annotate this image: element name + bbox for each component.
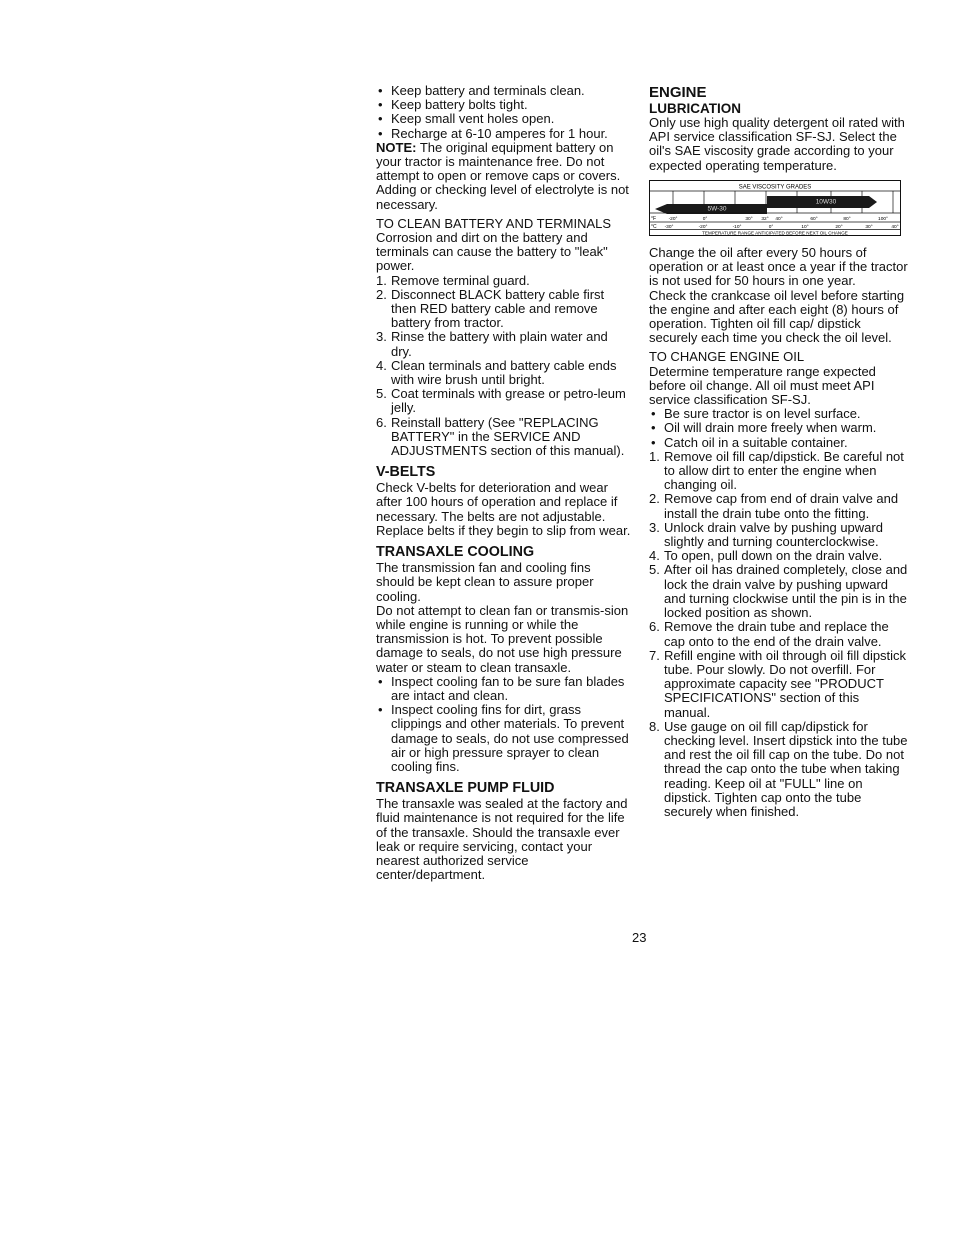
change-oil-prep-list (649, 407, 908, 450)
note-text: The original equipment battery on your tractor is maintenance free. Do not attempt to open or remove caps or covers. Adding or checking level of electrolyte is not necessary. (376, 139, 629, 212)
battery-note (376, 141, 632, 212)
tick-label: 80° (843, 216, 851, 222)
note-label: NOTE: (376, 139, 417, 155)
left-column (376, 84, 632, 882)
list-item: • Inspect cooling fins for dirt, grass clippings and other materials. To prevent damage to seals, do not use compressed air or high pressure sprayer to clean cooling fins. (376, 703, 632, 774)
oil-level-check: Check the crankcase oil level before starting the engine and after each eight (8) hours of operation. Tighten oil fill cap/ dipstick securely each time you check the oil level. (649, 287, 905, 346)
list-item: • Oil will drain more freely when warm. (649, 421, 908, 435)
viscosity-chart (649, 180, 908, 239)
tick-label: -20° (668, 216, 678, 222)
chart-title: SAE VISCOSITY GRADES (738, 184, 812, 191)
list-item: 7. Refill engine with oil through oil fill dipstick tube. Pour slowly. Do not overfill. For approximate capacity see "PRODUCT SPECIFICATIONS" section of this manual. (649, 647, 907, 720)
lubrication-heading: LUBRICATION (649, 101, 741, 116)
tick-label: 40° (891, 224, 899, 230)
clean-battery-heading: TO CLEAN BATTERY AND TERMINALS (376, 215, 612, 231)
list-item: • Keep small vent holes open. (376, 112, 632, 126)
tick-label: -30° (664, 224, 674, 230)
list-item: 1. Remove oil fill cap/dipstick. Be careful not to allow dirt to enter the engine when changing oil. (649, 448, 904, 493)
tick-label: -10° (732, 224, 742, 230)
transaxle-cooling-list (376, 675, 632, 774)
transaxle-cooling-warning: Do not attempt to clean fan or transmis-sion while engine is running or while the transmission is hot. To prevent possible damage to seals, do not use high pressure water or steam to clean transaxle. (376, 602, 629, 675)
transaxle-pump-fluid-heading: TRANSAXLE PUMP FLUID (376, 780, 555, 797)
c-unit: °C (651, 223, 657, 230)
viscosity-chart-graphic (649, 180, 901, 236)
list-item: 8. Use gauge on oil fill cap/dipstick for checking level. Insert dipstick into the tube and rest the oil fill cap on the tube. Do not thread the cap onto the tube when taking reading. Keep oil at "FULL" line on dipstick. Tighten cap onto the tube securely when finished. (649, 718, 908, 819)
label-10w30: 10W30 (815, 198, 837, 206)
tick-label: 32° (761, 216, 769, 222)
vbelts-heading: V-BELTS (376, 464, 436, 481)
list-item: 3. Unlock drain valve by pushing upward slightly and turning counterclockwise. (649, 519, 883, 550)
list-item: • Inspect cooling fan to be sure fan blades are intact and clean. (376, 675, 632, 703)
transaxle-pump-fluid-text: The transaxle was sealed at the factory and fluid maintenance is not required for the life of the transaxle. Should the transaxle ever leak or require servicing, contact your nearest authorized service center/department. (376, 796, 628, 883)
list-item: 5. After oil has drained completely, close and lock the drain valve by pushing upward and turning clockwise until the pin is in the locked position as shown. (649, 562, 908, 621)
tick-label: -20° (698, 224, 708, 230)
change-oil-heading: TO CHANGE ENGINE OIL (649, 349, 805, 365)
battery-care-list (376, 84, 632, 141)
oil-change-interval: Change the oil after every 50 hours of operation or at least once a year if the tractor is not used for 50 hours in one year. (649, 245, 908, 289)
clean-battery-steps (376, 274, 632, 459)
list-item: • Recharge at 6-10 amperes for 1 hour. (376, 127, 632, 141)
tick-label: 30° (865, 224, 873, 230)
page-number: 23 (632, 930, 647, 945)
f-unit: °F (651, 215, 657, 222)
tick-label: 0° (702, 216, 708, 222)
list-item: 6. Reinstall battery (See "REPLACING BATTERY" in the SERVICE AND ADJUSTMENTS section of this manual). (376, 414, 625, 459)
chart-footer: TEMPERATURE RANGE ANTICIPATED BEFORE NEXT OIL CHANGE (702, 230, 848, 236)
change-oil-steps (649, 450, 908, 819)
clean-battery-intro: Corrosion and dirt on the battery and terminals can cause the battery to "leak" power. (376, 230, 608, 274)
change-oil-intro: Determine temperature range expected before oil change. All oil must meet API service classification SF-SJ. (649, 363, 876, 408)
right-column (649, 84, 908, 819)
transaxle-cooling-heading: TRANSAXLE COOLING (376, 544, 535, 561)
tick-label: 0° (768, 224, 774, 230)
tick-label: 60° (810, 216, 818, 222)
lubrication-text: Only use high quality detergent oil rated with API service classification SF-SJ. Select the oil's SAE viscosity grade according to your expected operating temperature. (649, 115, 905, 173)
list-item: 3. Rinse the battery with plain water and dry. (376, 329, 608, 359)
list-item: 5. Coat terminals with grease or petro-leum jelly. (376, 386, 626, 416)
list-item: • Catch oil in a suitable container. (649, 436, 908, 450)
tick-label: 10° (801, 224, 809, 230)
tick-label: 20° (835, 224, 843, 230)
list-item: 6. Remove the drain tube and replace the cap onto to the end of the drain valve. (649, 619, 889, 649)
transaxle-cooling-text: The transmission fan and cooling fins should be kept clean to assure proper cooling. (376, 560, 594, 604)
tick-label: 100° (878, 216, 888, 222)
engine-heading: ENGINE (649, 84, 707, 101)
list-item: 2. Remove cap from end of drain valve and install the drain tube onto the fitting. (649, 491, 899, 521)
list-item: 4. To open, pull down on the drain valve. (649, 548, 883, 564)
tick-label: 40° (775, 216, 783, 222)
list-item: 4. Clean terminals and battery cable ends with wire brush until bright. (376, 357, 617, 388)
tick-label: 30° (745, 216, 753, 222)
list-item: • Keep battery and terminals clean. (376, 84, 632, 98)
list-item: 2. Disconnect BLACK battery cable first then RED battery cable and remove battery from tractor. (376, 286, 605, 331)
vbelts-text: Check V-belts for deterioration and wear after 100 hours of operation and replace if necessary. The belts are not adjustable. Replace belts if they begin to slip from wear. (376, 480, 631, 538)
list-item: 1. Remove terminal guard. (376, 272, 530, 288)
label-5w30: 5W-30 (707, 205, 727, 213)
list-item: • Keep battery bolts tight. (376, 98, 632, 112)
list-item: • Be sure tractor is on level surface. (649, 407, 908, 421)
